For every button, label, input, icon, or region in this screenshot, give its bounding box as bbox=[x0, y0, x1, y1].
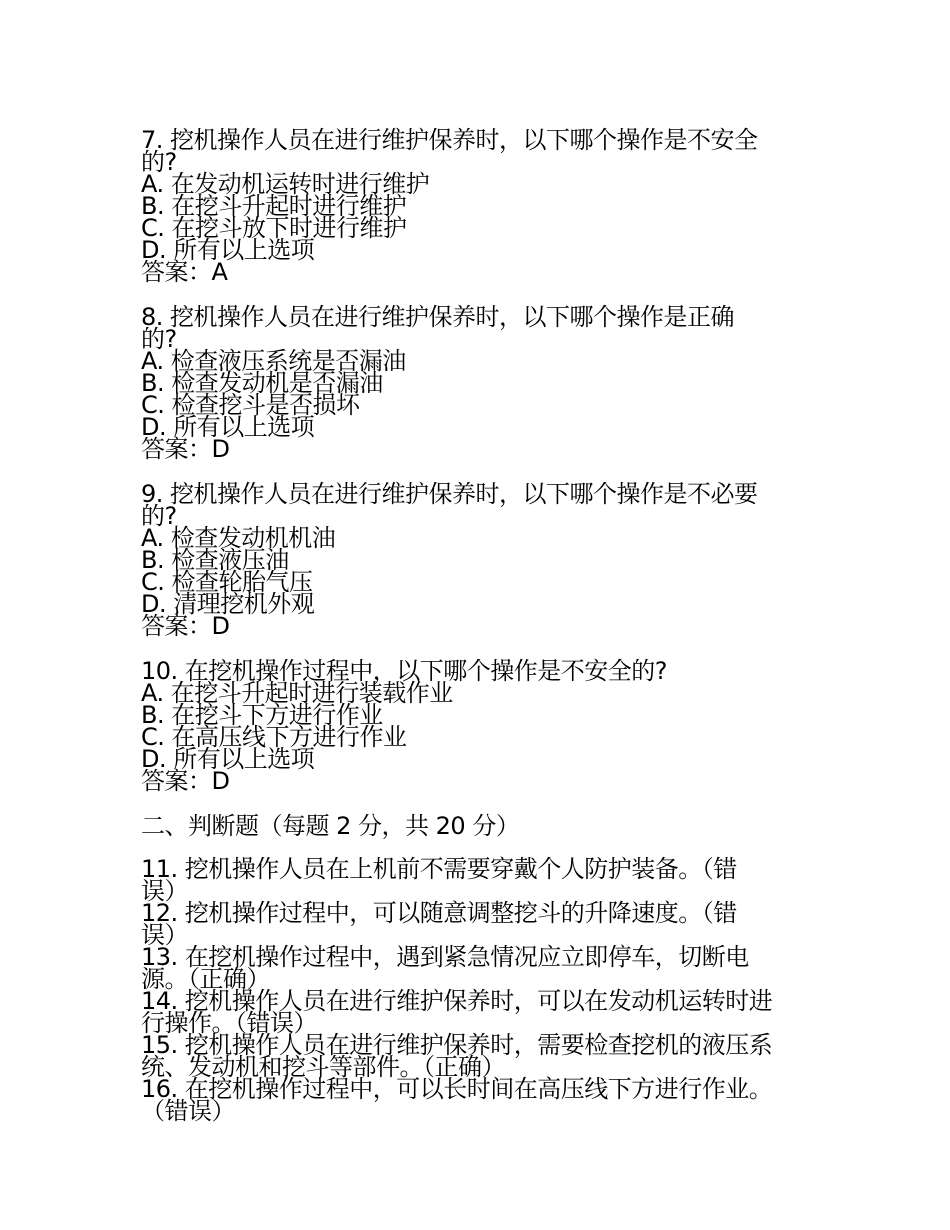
answer: 答案：D bbox=[141, 612, 230, 640]
question-7 bbox=[141, 126, 809, 286]
option-b: B. 在挖斗升起时进行维护 bbox=[141, 192, 407, 220]
option-d: D. 清理挖机外观 bbox=[141, 590, 315, 618]
question-text: 7. 挖机操作人员在进行维护保养时，以下哪个操作是不安全 bbox=[141, 126, 758, 154]
question-10 bbox=[141, 657, 809, 795]
option-c: C. 在挖斗放下时进行维护 bbox=[141, 214, 407, 242]
tf-item-11: 11. 挖机操作人员在上机前不需要穿戴个人防护装备。（错 bbox=[141, 855, 737, 883]
question-text: 8. 挖机操作人员在进行维护保养时，以下哪个操作是正确 bbox=[141, 303, 735, 331]
answer: 答案：D bbox=[141, 435, 230, 463]
question-text: 10. 在挖机操作过程中，以下哪个操作是不安全的? bbox=[141, 657, 668, 685]
option-a: A. 在挖斗升起时进行装载作业 bbox=[141, 679, 453, 707]
tf-item-16-cont: （错误） bbox=[141, 1097, 235, 1125]
option-a: A. 检查液压系统是否漏油 bbox=[141, 347, 406, 375]
option-b: B. 在挖斗下方进行作业 bbox=[141, 701, 383, 729]
tf-item-13: 13. 在挖机操作过程中，遇到紧急情况应立即停车，切断电 bbox=[141, 943, 749, 971]
tf-item-14-cont: 行操作。（错误） bbox=[141, 1009, 317, 1037]
option-c: C. 检查挖斗是否损坏 bbox=[141, 391, 360, 419]
question-text: 的? bbox=[141, 502, 177, 530]
question-text: 9. 挖机操作人员在进行维护保养时，以下哪个操作是不必要 bbox=[141, 480, 758, 508]
document-page bbox=[141, 126, 809, 1125]
section-title: 二、判断题（每题 2 分，共 20 分） bbox=[141, 812, 520, 840]
answer: 答案：D bbox=[141, 767, 230, 795]
tf-item-15: 15. 挖机操作人员在进行维护保养时，需要检查挖机的液压系 bbox=[141, 1031, 773, 1059]
question-text: 的? bbox=[141, 325, 177, 353]
question-text: 的? bbox=[141, 148, 177, 176]
option-c: C. 检查轮胎气压 bbox=[141, 568, 313, 596]
question-9 bbox=[141, 480, 809, 640]
option-d: D. 所有以上选项 bbox=[141, 236, 315, 264]
option-a: A. 检查发动机机油 bbox=[141, 524, 336, 552]
tf-item-12: 12. 挖机操作过程中，可以随意调整挖斗的升降速度。（错 bbox=[141, 899, 737, 927]
tf-item-11-cont: 误） bbox=[141, 877, 188, 905]
tf-item-12-cont: 误） bbox=[141, 921, 188, 949]
option-c: C. 在高压线下方进行作业 bbox=[141, 723, 407, 751]
option-b: B. 检查发动机是否漏油 bbox=[141, 369, 383, 397]
question-8 bbox=[141, 303, 809, 463]
tf-item-13-cont: 源。（正确） bbox=[141, 965, 270, 993]
true-false-list bbox=[141, 855, 809, 1125]
option-a: A. 在发动机运转时进行维护 bbox=[141, 170, 430, 198]
tf-item-15-cont: 统、发动机和挖斗等部件。（正确） bbox=[141, 1053, 505, 1081]
option-d: D. 所有以上选项 bbox=[141, 745, 315, 773]
tf-item-16: 16. 在挖机操作过程中，可以长时间在高压线下方进行作业。 bbox=[141, 1075, 773, 1103]
answer: 答案：A bbox=[141, 258, 228, 286]
option-b: B. 检查液压油 bbox=[141, 546, 289, 574]
tf-item-14: 14. 挖机操作人员在进行维护保养时，可以在发动机运转时进 bbox=[141, 987, 773, 1015]
option-d: D. 所有以上选项 bbox=[141, 413, 315, 441]
